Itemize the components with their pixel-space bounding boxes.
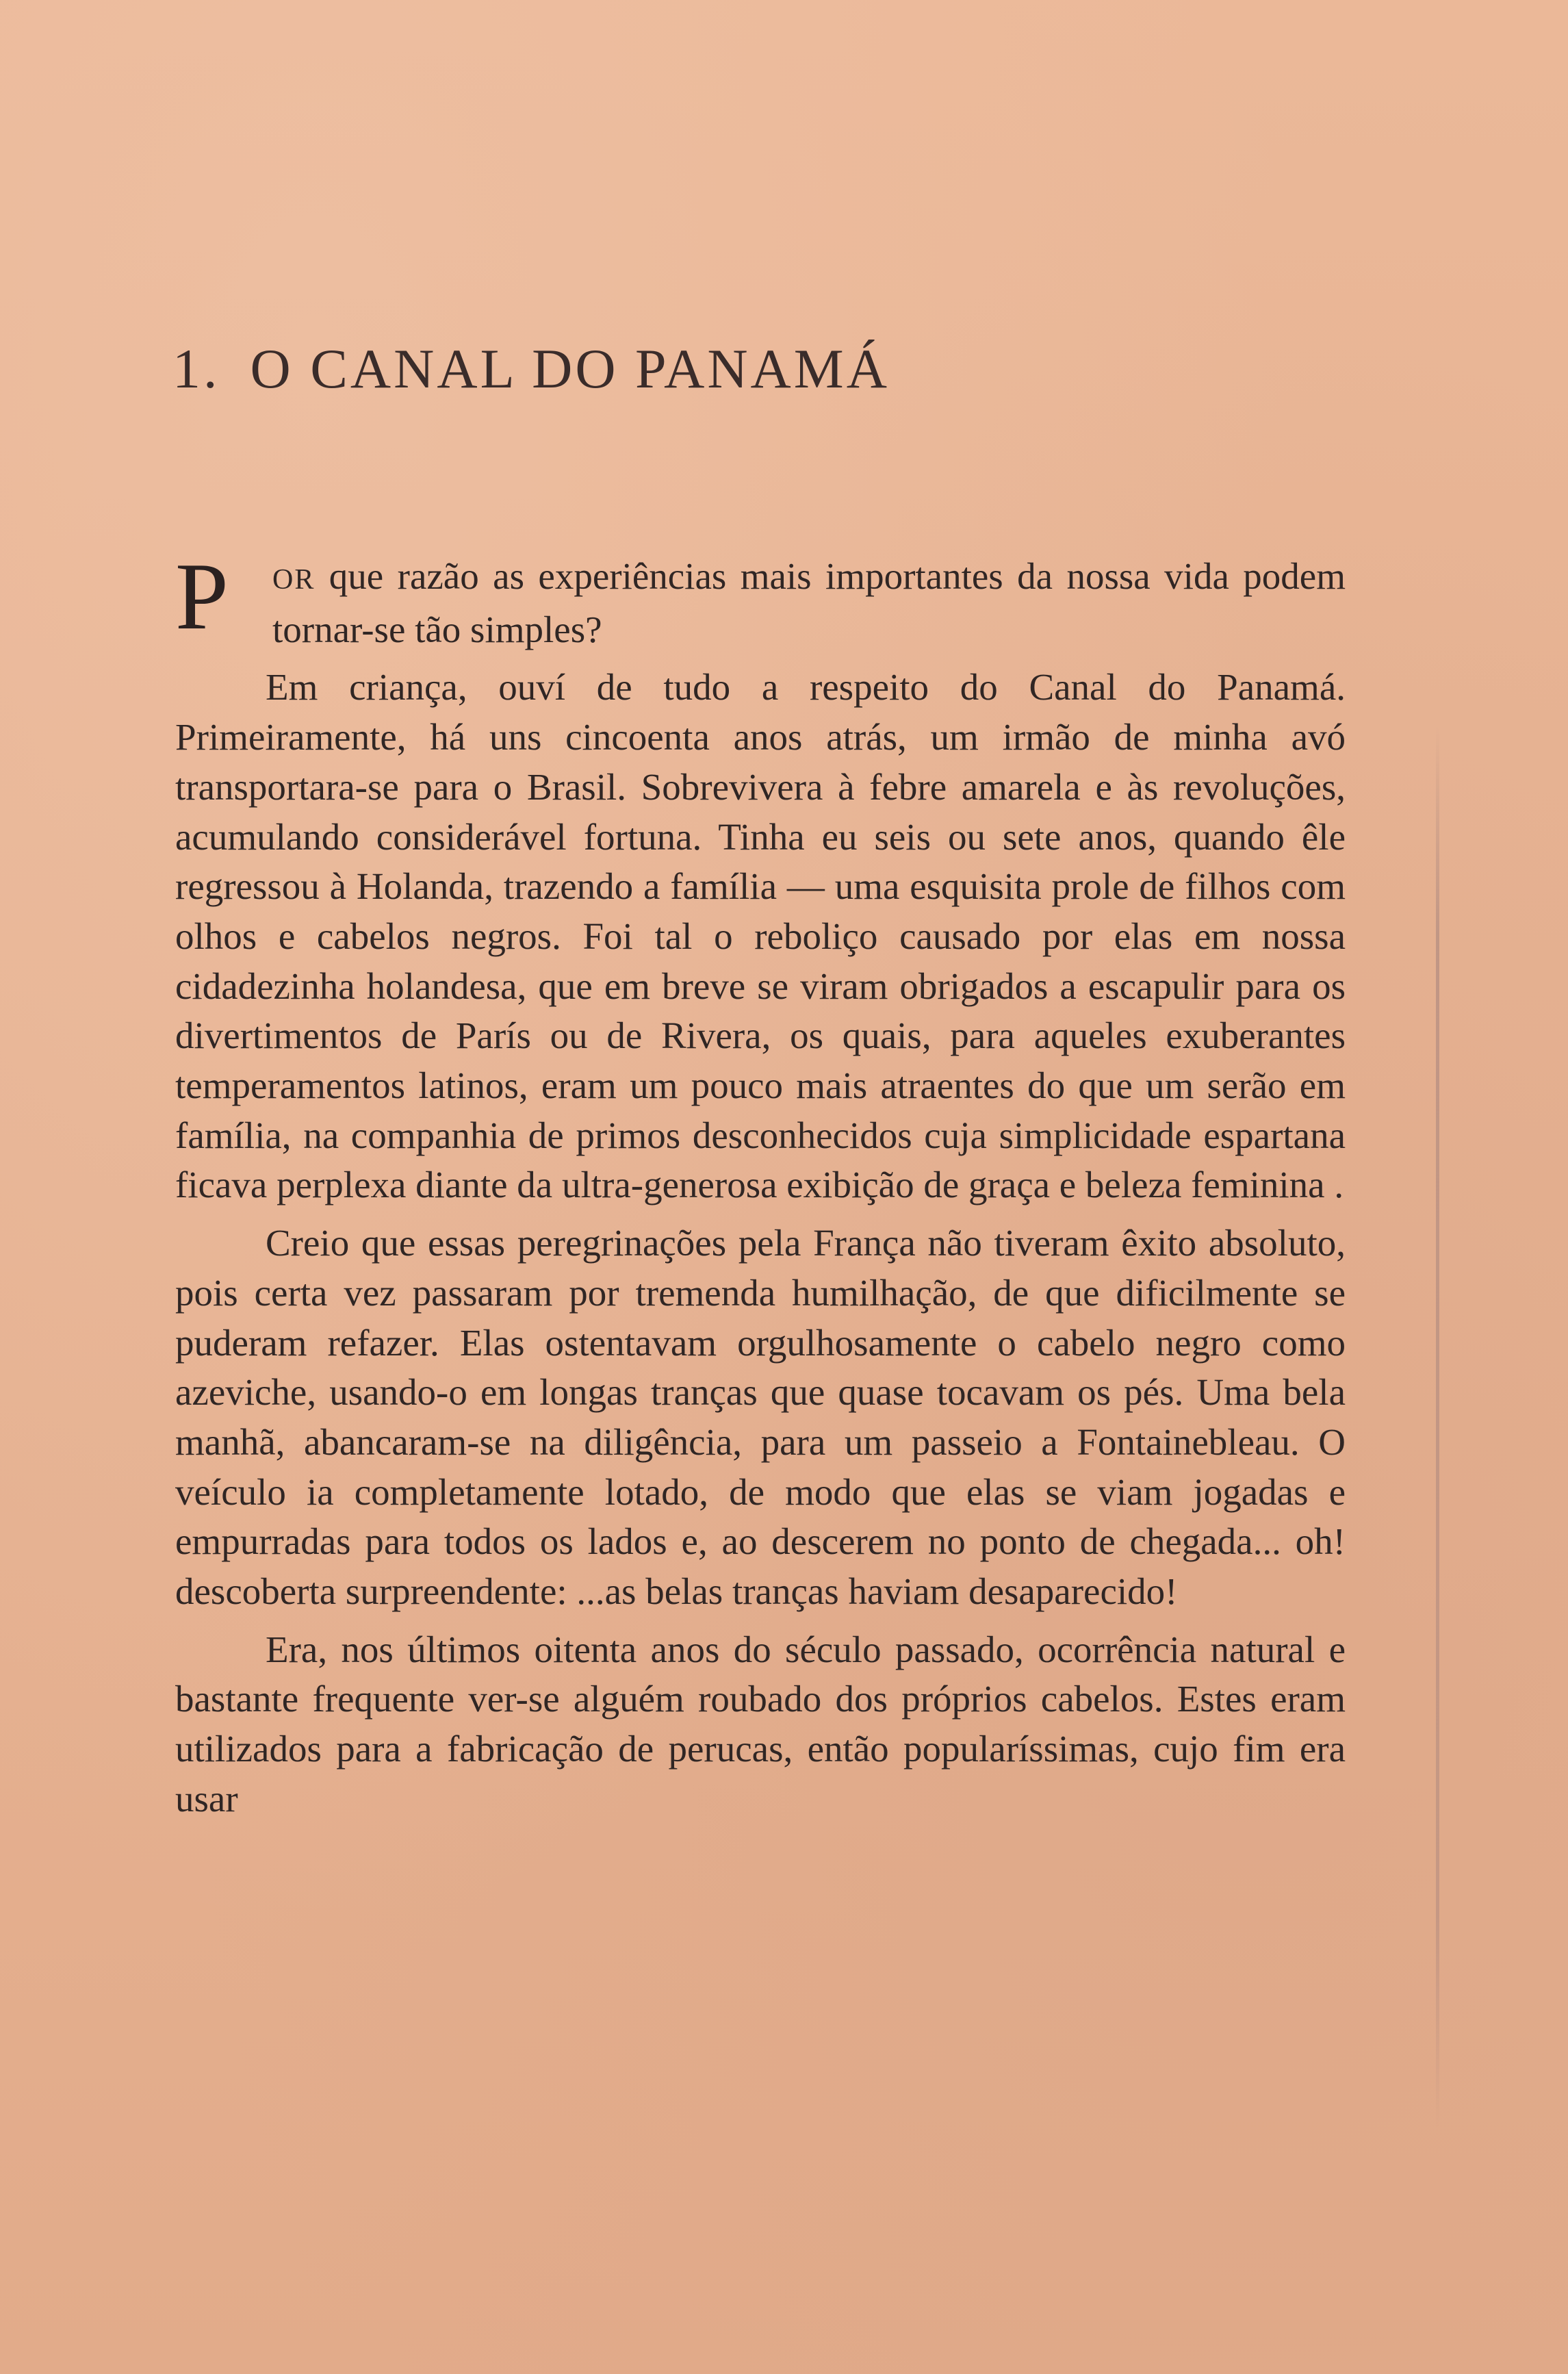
chapter-title-text: O CANAL DO PANAMÁ [250, 337, 890, 400]
chapter-number: 1. [172, 337, 220, 400]
chapter-title [172, 337, 890, 401]
paragraph-1-text: que razão as experiências mais importantes da nossa vida podem tornar-se tão simples? [272, 555, 1346, 650]
small-caps-word: OR [272, 564, 316, 596]
body-text [175, 544, 1346, 1833]
paragraph-4: Era, nos últimos oitenta anos do século passado, ocorrência natural e bastante frequente ver-se alguém roubado dos próprios cabelos. Estes eram utilizados para a fabricação de perucas, então popularíssimas, cujo fim era usar [175, 1628, 1346, 1820]
paragraph-2: Em criança, ouví de tudo a respeito do Canal do Panamá. Primeiramente, há uns cincoenta anos atrás, um irmão de minha avó transportara-se para o Brasil. Sobrevivera à febre amarela e às revoluções, acumulando considerável fortuna. Tinha eu seis ou sete anos, quando êle regressou à Holanda, trazendo a família — uma esquisita prole de filhos com olhos e cabelos negros. Foi tal o reboliço causado por elas em nossa cidadezinha holandesa, que em breve se viram obrigados a escapulir para os divertimentos de París ou de Rivera, os quais, para aqueles exuberantes temperamentos latinos, eram um pouco mais atraentes do que um serão em família, na companhia de primos desconhecidos cuja simplicidade espartana ficava perplexa diante da ultra-generosa exibição de graça e beleza feminina . [175, 666, 1346, 1206]
pencil-margin-mark [1436, 726, 1439, 2129]
paragraph-3: Creio que essas peregrinações pela França não tiveram êxito absoluto, pois certa vez passaram por tremenda humilhação, de que dificilmente se puderam refazer. Elas ostentavam orgulhosamente o cabelo negro como azeviche, usando-o em longas tranças que quase tocavam os pés. Uma bela manhã, abancaram-se na diligência, para um passeio a Fontainebleau. O veículo ia completamente lotado, de modo que elas se viam jogadas e empurradas para todos os lados e, ao descerem no ponto de chegada... oh! descoberta surpreendente: ...as belas tranças haviam desaparecido! [175, 1222, 1346, 1613]
drop-cap: P [175, 544, 229, 650]
paragraph-1 [175, 544, 1346, 654]
